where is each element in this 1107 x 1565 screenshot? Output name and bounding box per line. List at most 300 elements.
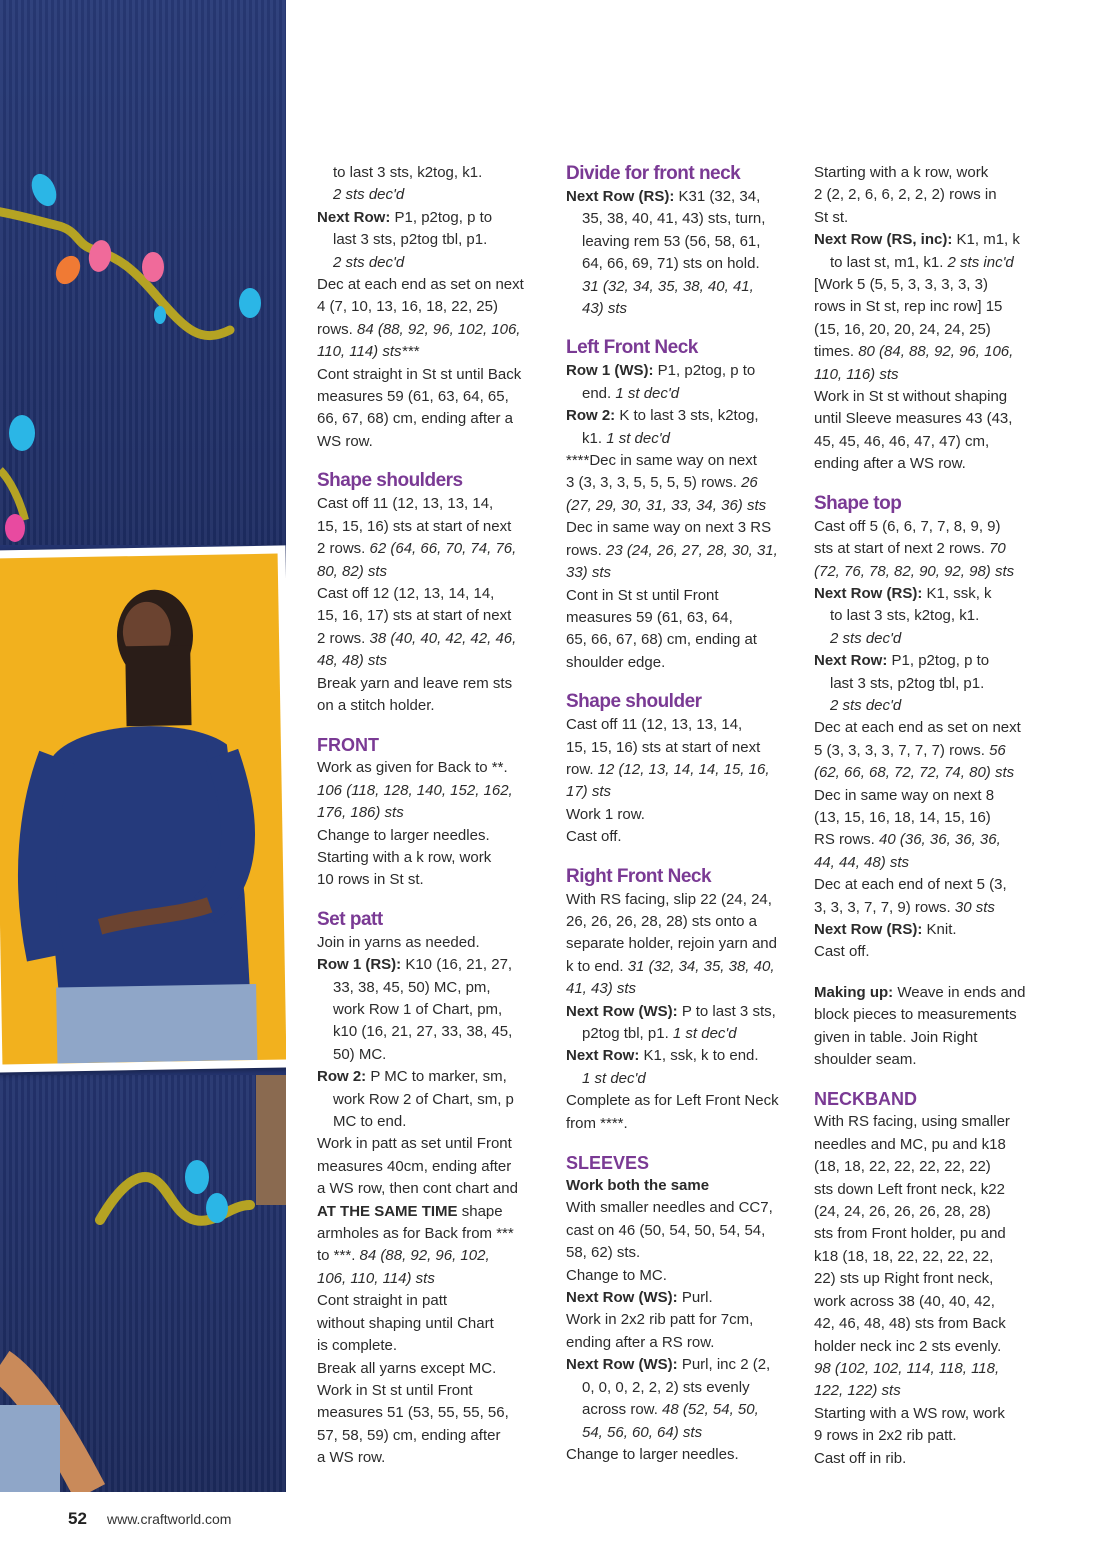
text: 15, 16, 17) sts at start of next [317,607,512,625]
text: rows. [566,541,607,559]
instruction-line [814,762,1054,784]
model-illustration [0,554,286,1065]
instruction-line [317,977,549,999]
italic-stitch-count: 2 sts dec'd [333,253,405,271]
text: 5 (3, 3, 3, 3, 7, 7, 7) rows. [814,741,990,759]
text: Right Front Neck [566,865,712,887]
instruction-line [566,826,798,848]
embroidery-vine-bottom [0,1075,286,1492]
text: Work as given for Back to **. [317,759,508,777]
text: 10 rows in St st. [317,871,424,889]
instruction-line [814,516,1054,538]
instruction-line [317,162,549,184]
instructions-column-3 [814,162,1054,1470]
text: to ***. [317,1247,360,1265]
instruction-line [317,757,549,779]
italic-stitch-count: 44, 44, 48) sts [814,853,910,871]
bold-text: Next Row: [317,208,391,226]
instruction-line [317,274,549,296]
text: Break all yarns except MC. [317,1359,497,1377]
italic-stitch-count: 40 (36, 36, 36, 36, [879,831,1001,849]
text: With RS facing, slip 22 (24, 24, [566,890,772,908]
bold-text: Next Row (RS, inc): [814,231,953,249]
instruction-line [566,1399,798,1421]
instructions-column-2 [566,162,798,1466]
text: P MC to marker, sm, [366,1068,507,1086]
text: from ****. [566,1114,628,1132]
sweater-photo-strip [0,0,286,1492]
section-heading [317,908,549,932]
italic-stitch-count: 84 (88, 92, 96, 102, [359,1247,490,1265]
bold-text: Next Row: [814,652,888,670]
model-photo-card [0,545,286,1072]
instructions-column-1 [317,162,549,1470]
text: Knit. [922,921,957,938]
text: K1, ssk, k to end. [639,1047,759,1065]
bold-text: AT THE SAME TIME [317,1202,458,1220]
instruction-line [566,276,798,298]
text: Change to larger needles. [566,1445,739,1463]
instruction-line [814,941,1054,963]
text: (13, 15, 16, 18, 14, 15, 16) [814,808,991,826]
instruction-line [566,186,798,208]
text: 3 (3, 3, 3, 5, 5, 5, 5) rows. [566,474,742,492]
text: MC to end. [333,1113,407,1131]
instruction-line [317,825,549,847]
text: shoulder edge. [566,653,666,671]
instruction-line [566,759,798,781]
italic-stitch-count: 30 sts [954,898,995,916]
instruction-line [814,1246,1054,1268]
instruction-line [566,405,798,427]
text: 0, 0, 0, 2, 2, 2) sts evenly [582,1378,750,1396]
italic-stitch-count: 2 sts dec'd [830,629,902,647]
instruction-line [566,804,798,826]
text: K10 (16, 21, 27, [401,956,513,974]
instruction-line [566,1377,798,1399]
text: a WS row, then cont chart and [317,1180,518,1198]
italic-stitch-count: 31 (32, 34, 35, 38, 40, 41, [582,277,754,295]
bold-text: Row 2: [566,407,616,425]
instruction-line [566,933,798,955]
text: Work in patt as set until Front [317,1135,512,1153]
italic-stitch-count: 23 (24, 26, 27, 28, 30, 31, [606,541,778,559]
instruction-line [317,229,549,251]
instruction-line [814,1268,1054,1290]
instruction-line [814,785,1054,807]
text: Starting with a k row, work [814,164,989,181]
instruction-line [814,628,1054,650]
instruction-line [566,562,798,584]
instruction-line [566,1068,798,1090]
instruction-line [566,208,798,230]
italic-stitch-count: 38 (40, 40, 42, 42, 46, [369,629,517,647]
text: Cast off in rib. [814,1449,907,1467]
text: shoulder seam. [814,1051,917,1069]
instruction-line [317,1425,549,1447]
text: Shape shoulder [566,691,702,713]
instruction-line [566,253,798,275]
text: ending after a WS row. [814,455,966,473]
italic-stitch-count: (72, 76, 78, 82, 90, 92, 98) sts [814,562,1015,580]
italic-stitch-count: 1 st dec'd [672,1025,737,1042]
text: needles and MC, pu and k18 [814,1135,1006,1153]
website-url[interactable]: www.craftworld.com [107,1511,232,1527]
text: 22) sts up Right front neck, [814,1270,994,1288]
text: Work 1 row. [566,805,645,823]
text: 58, 62) sts. [566,1244,641,1262]
instruction-line [814,1134,1054,1156]
text: sts at start of next 2 rows. [814,540,990,558]
text: Work in St st without shaping [814,388,1008,406]
instruction-line [317,1245,549,1267]
text: 45, 45, 46, 46, 47, 47) cm, [814,432,990,450]
instruction-line [814,408,1054,430]
text: 57, 58, 59) cm, ending after [317,1426,501,1444]
instruction-line [814,274,1054,296]
instruction-line [317,695,549,717]
italic-stitch-count: 56 [989,741,1006,759]
text: Cast off 11 (12, 13, 13, 14, [317,495,494,513]
instruction-line [566,298,798,320]
text: measures 59 (61, 63, 64, 65, [317,388,509,406]
italic-stitch-count: 110, 116) sts [814,365,899,383]
bold-text: Next Row (WS): [566,1356,678,1374]
text: Cont in St st until Front [566,586,719,604]
instruction-line [317,1133,549,1155]
section-heading [566,336,798,360]
instruction-line [566,1045,798,1067]
instruction-line [566,1113,798,1135]
text: on a stitch holder. [317,696,435,714]
text: to last 3 sts, k2tog, k1. [830,607,980,625]
text: to last 3 sts, k2tog, k1. [333,164,483,181]
italic-stitch-count: 1 st dec'd [606,429,670,447]
instruction-line [566,607,798,629]
instruction-line [317,673,549,695]
section-heading [566,865,798,889]
section-heading [566,1151,798,1175]
text: SLEEVES [566,1153,650,1174]
text: Dec in same way on next 3 RS [566,519,772,537]
text: P1, p2tog, p to [390,208,493,226]
instruction-line [317,1201,549,1223]
text: block pieces to measurements [814,1006,1017,1024]
spacer [814,964,1054,982]
sweater-closeup-top [0,0,286,545]
italic-stitch-count: 70 [989,540,1006,558]
italic-stitch-count: 80 (84, 88, 92, 96, 106, [858,343,1014,361]
text: Dec in same way on next 8 [814,786,995,804]
text: 35, 38, 40, 41, 43) sts, turn, [582,210,766,228]
text: 15, 15, 16) sts at start of next [317,517,512,535]
instruction-line [566,450,798,472]
instruction-line [814,695,1054,717]
text: Purl. [677,1289,713,1307]
text: K31 (32, 34, [674,188,761,205]
section-heading [814,492,1054,516]
instruction-line [317,296,549,318]
instruction-line [814,431,1054,453]
instruction-line [814,807,1054,829]
text: Divide for front neck [566,163,741,184]
instruction-line [566,472,798,494]
bold-text: Row 2: [317,1068,367,1086]
text: Cont straight in patt [317,1292,448,1310]
text: Cast off 12 (12, 13, 14, 14, [317,584,495,602]
text: work Row 2 of Chart, sm, p [333,1090,514,1108]
instruction-line [566,1309,798,1331]
italic-stitch-count: 33) sts [566,564,612,582]
instruction-line [814,1425,1054,1447]
text: separate holder, rejoin yarn and [566,935,777,953]
instruction-line [814,386,1054,408]
text: 9 rows in 2x2 rib patt. [814,1427,957,1445]
instruction-line [814,1336,1054,1358]
instruction-line [814,650,1054,672]
instruction-line [317,184,549,206]
text: Dec at each end as set on next [317,276,524,294]
instruction-line [317,1268,549,1290]
italic-stitch-count: 62 (64, 66, 70, 74, 76, [369,540,517,558]
instruction-line [814,341,1054,363]
text: a WS row. [317,1449,386,1467]
instruction-line [814,1156,1054,1178]
instruction-line [566,231,798,253]
italic-stitch-count: 17) sts [566,783,612,801]
instruction-line [814,252,1054,274]
italic-stitch-count: 1 st dec'd [582,1069,646,1087]
text: k10 (16, 21, 27, 33, 38, 45, [333,1023,513,1041]
text: Shape shoulders [317,470,463,492]
text: Complete as for Left Front Neck [566,1092,779,1110]
bold-text: Row 1 (WS): [566,362,654,380]
instruction-line [814,740,1054,762]
italic-stitch-count: (27, 29, 30, 31, 33, 34, 36) sts [566,496,767,514]
instruction-line [566,978,798,1000]
instruction-line [566,1332,798,1354]
instruction-line [814,919,1054,941]
text: across row. [582,1401,663,1419]
text: measures 51 (53, 55, 55, 56, [317,1404,509,1422]
italic-stitch-count: 31 (32, 34, 35, 38, 40, [627,957,775,975]
text: sts from Front holder, pu and [814,1225,1006,1243]
instruction-line [317,1156,549,1178]
instruction-line [566,517,798,539]
italic-stitch-count: 106 (118, 128, 140, 152, 162, [317,781,513,799]
instruction-line [566,781,798,803]
bold-text: Next Row (RS): [814,584,923,602]
page-number: 52 [68,1509,87,1528]
instruction-line [317,1313,549,1335]
text: measures 40cm, ending after [317,1157,512,1175]
instruction-line [317,1111,549,1133]
instruction-line [814,982,1054,1004]
instruction-line [566,889,798,911]
instruction-line [566,1287,798,1309]
instruction-line [814,673,1054,695]
text: P1, p2tog, p to [653,362,756,380]
text: k1. [582,429,607,447]
instruction-line [566,1023,798,1045]
instruction-line [317,780,549,802]
instruction-line [814,897,1054,919]
italic-stitch-count: 80, 82) sts [317,562,388,580]
instruction-line [317,605,549,627]
instruction-line [814,1448,1054,1470]
text: Starting with a k row, work [317,848,492,866]
instruction-line [317,847,549,869]
italic-stitch-count: 26 [741,474,758,492]
embroidery-vine-top [0,0,286,545]
instruction-line [566,714,798,736]
text: last 3 sts, p2tog tbl, p1. [830,674,985,692]
text: shape [457,1202,503,1220]
bold-text: Next Row (WS): [566,1289,678,1307]
text: Dec at each end as set on next [814,719,1021,737]
instruction-line [317,1402,549,1424]
instruction-line [814,1291,1054,1313]
instruction-line [317,386,549,408]
text: Break yarn and leave rem sts [317,674,513,692]
text: last 3 sts, p2tog tbl, p1. [333,231,488,249]
text: (15, 16, 20, 20, 24, 24, 25) [814,320,991,338]
instruction-line [814,1179,1054,1201]
instruction-line [317,869,549,891]
text: times. [814,343,859,361]
instruction-line [566,1444,798,1466]
text: Starting with a WS row, work [814,1404,1005,1422]
instruction-line [814,1313,1054,1335]
italic-stitch-count: 2 sts inc'd [947,253,1014,271]
instruction-line [566,495,798,517]
instruction-line [814,1201,1054,1223]
text: Cast off. [814,943,870,961]
text: K1, m1, k [952,231,1020,249]
instruction-line [814,1403,1054,1425]
text: 42, 46, 48, 48) sts from Back [814,1315,1006,1333]
bold-text: Next Row (RS): [566,188,675,205]
instruction-line [317,1044,549,1066]
instruction-line [317,561,549,583]
text: 2 rows. [317,540,370,558]
text: end. [582,384,616,402]
text: measures 59 (61, 63, 64, [566,608,733,626]
bold-text: Next Row (RS): [814,921,923,938]
text: Cast off. [566,828,622,846]
text: FRONT [317,735,379,756]
bold-text: Work both the same [566,1177,710,1195]
bold-text: Making up: [814,983,894,1001]
bold-text: Next Row (WS): [566,1002,678,1020]
text: armholes as for Back from *** [317,1225,514,1243]
instruction-line [317,999,549,1021]
instruction-line [814,296,1054,318]
section-heading [317,733,549,757]
instruction-line [814,583,1054,605]
instruction-line [317,1358,549,1380]
italic-stitch-count: 176, 186) sts [317,804,404,822]
instruction-line [566,1090,798,1112]
text: P to last 3 sts, [677,1002,776,1020]
instruction-line [317,431,549,453]
italic-stitch-count: 48 (52, 54, 50, [662,1401,759,1419]
instruction-line [317,932,549,954]
text: Shape top [814,492,902,514]
instruction-line [566,360,798,382]
text: [Work 5 (5, 5, 3, 3, 3, 3, 3) [814,276,988,294]
text: 4 (7, 10, 13, 16, 18, 22, 25) [317,298,498,316]
text: is complete. [317,1337,398,1355]
text: Dec at each end of next 5 (3, [814,876,1007,894]
text: k to end. [566,957,628,975]
sweater-closeup-bottom [0,1075,286,1492]
bold-text: Next Row: [566,1047,640,1065]
instruction-line [814,162,1054,184]
text: Work in St st until Front [317,1381,473,1399]
text: 66, 67, 68) cm, ending after a [317,410,513,428]
instruction-line [317,1380,549,1402]
instruction-line [566,428,798,450]
instruction-line [566,1354,798,1376]
instruction-line [566,1001,798,1023]
text: Change to MC. [566,1266,667,1284]
text: holder neck inc 2 sts evenly. [814,1337,1002,1355]
instruction-line [317,1089,549,1111]
instruction-line [566,1220,798,1242]
text: K to last 3 sts, k2tog, [615,407,759,425]
instruction-line [317,341,549,363]
instruction-line [317,1066,549,1088]
text: k18 (18, 18, 22, 22, 22, 22, [814,1247,994,1265]
instruction-line [317,516,549,538]
text: row. [566,760,598,778]
instruction-line [814,717,1054,739]
instruction-line [317,583,549,605]
italic-stitch-count: 41, 43) sts [566,980,637,998]
text: WS row. [317,432,373,450]
section-heading [317,469,549,493]
instruction-line [566,911,798,933]
instruction-line [317,364,549,386]
instruction-line [814,1380,1054,1402]
instruction-line [566,585,798,607]
text: P1, p2tog, p to [887,652,990,670]
text: Cast off 11 (12, 13, 13, 14, [566,716,743,734]
text: (18, 18, 22, 22, 22, 22, 22) [814,1158,991,1176]
italic-stitch-count: 48, 48) sts [317,652,388,670]
instruction-line [317,319,549,341]
text: 15, 15, 16) sts at start of next [566,738,761,756]
italic-stitch-count: 106, 110, 114) sts [317,1269,435,1287]
text: 26, 26, 26, 28, 28) sts onto a [566,912,757,930]
text: St st. [814,208,849,226]
text: to last st, m1, k1. [830,253,948,271]
instruction-line [566,1175,798,1197]
text: ****Dec in same way on next [566,452,757,470]
text: Cast off 5 (6, 6, 7, 7, 8, 9, 9) [814,517,1001,535]
instruction-line [566,956,798,978]
text: rows in St st, rep inc row] 15 [814,298,1003,316]
text: 2 rows. [317,629,370,647]
text: p2tog tbl, p1. [582,1025,673,1042]
section-heading [566,690,798,714]
instruction-line [814,1049,1054,1071]
instruction-line [814,538,1054,560]
instruction-line [317,408,549,430]
text: sts down Left front neck, k22 [814,1180,1005,1198]
text: 33, 38, 45, 50) MC, pm, [333,978,491,996]
